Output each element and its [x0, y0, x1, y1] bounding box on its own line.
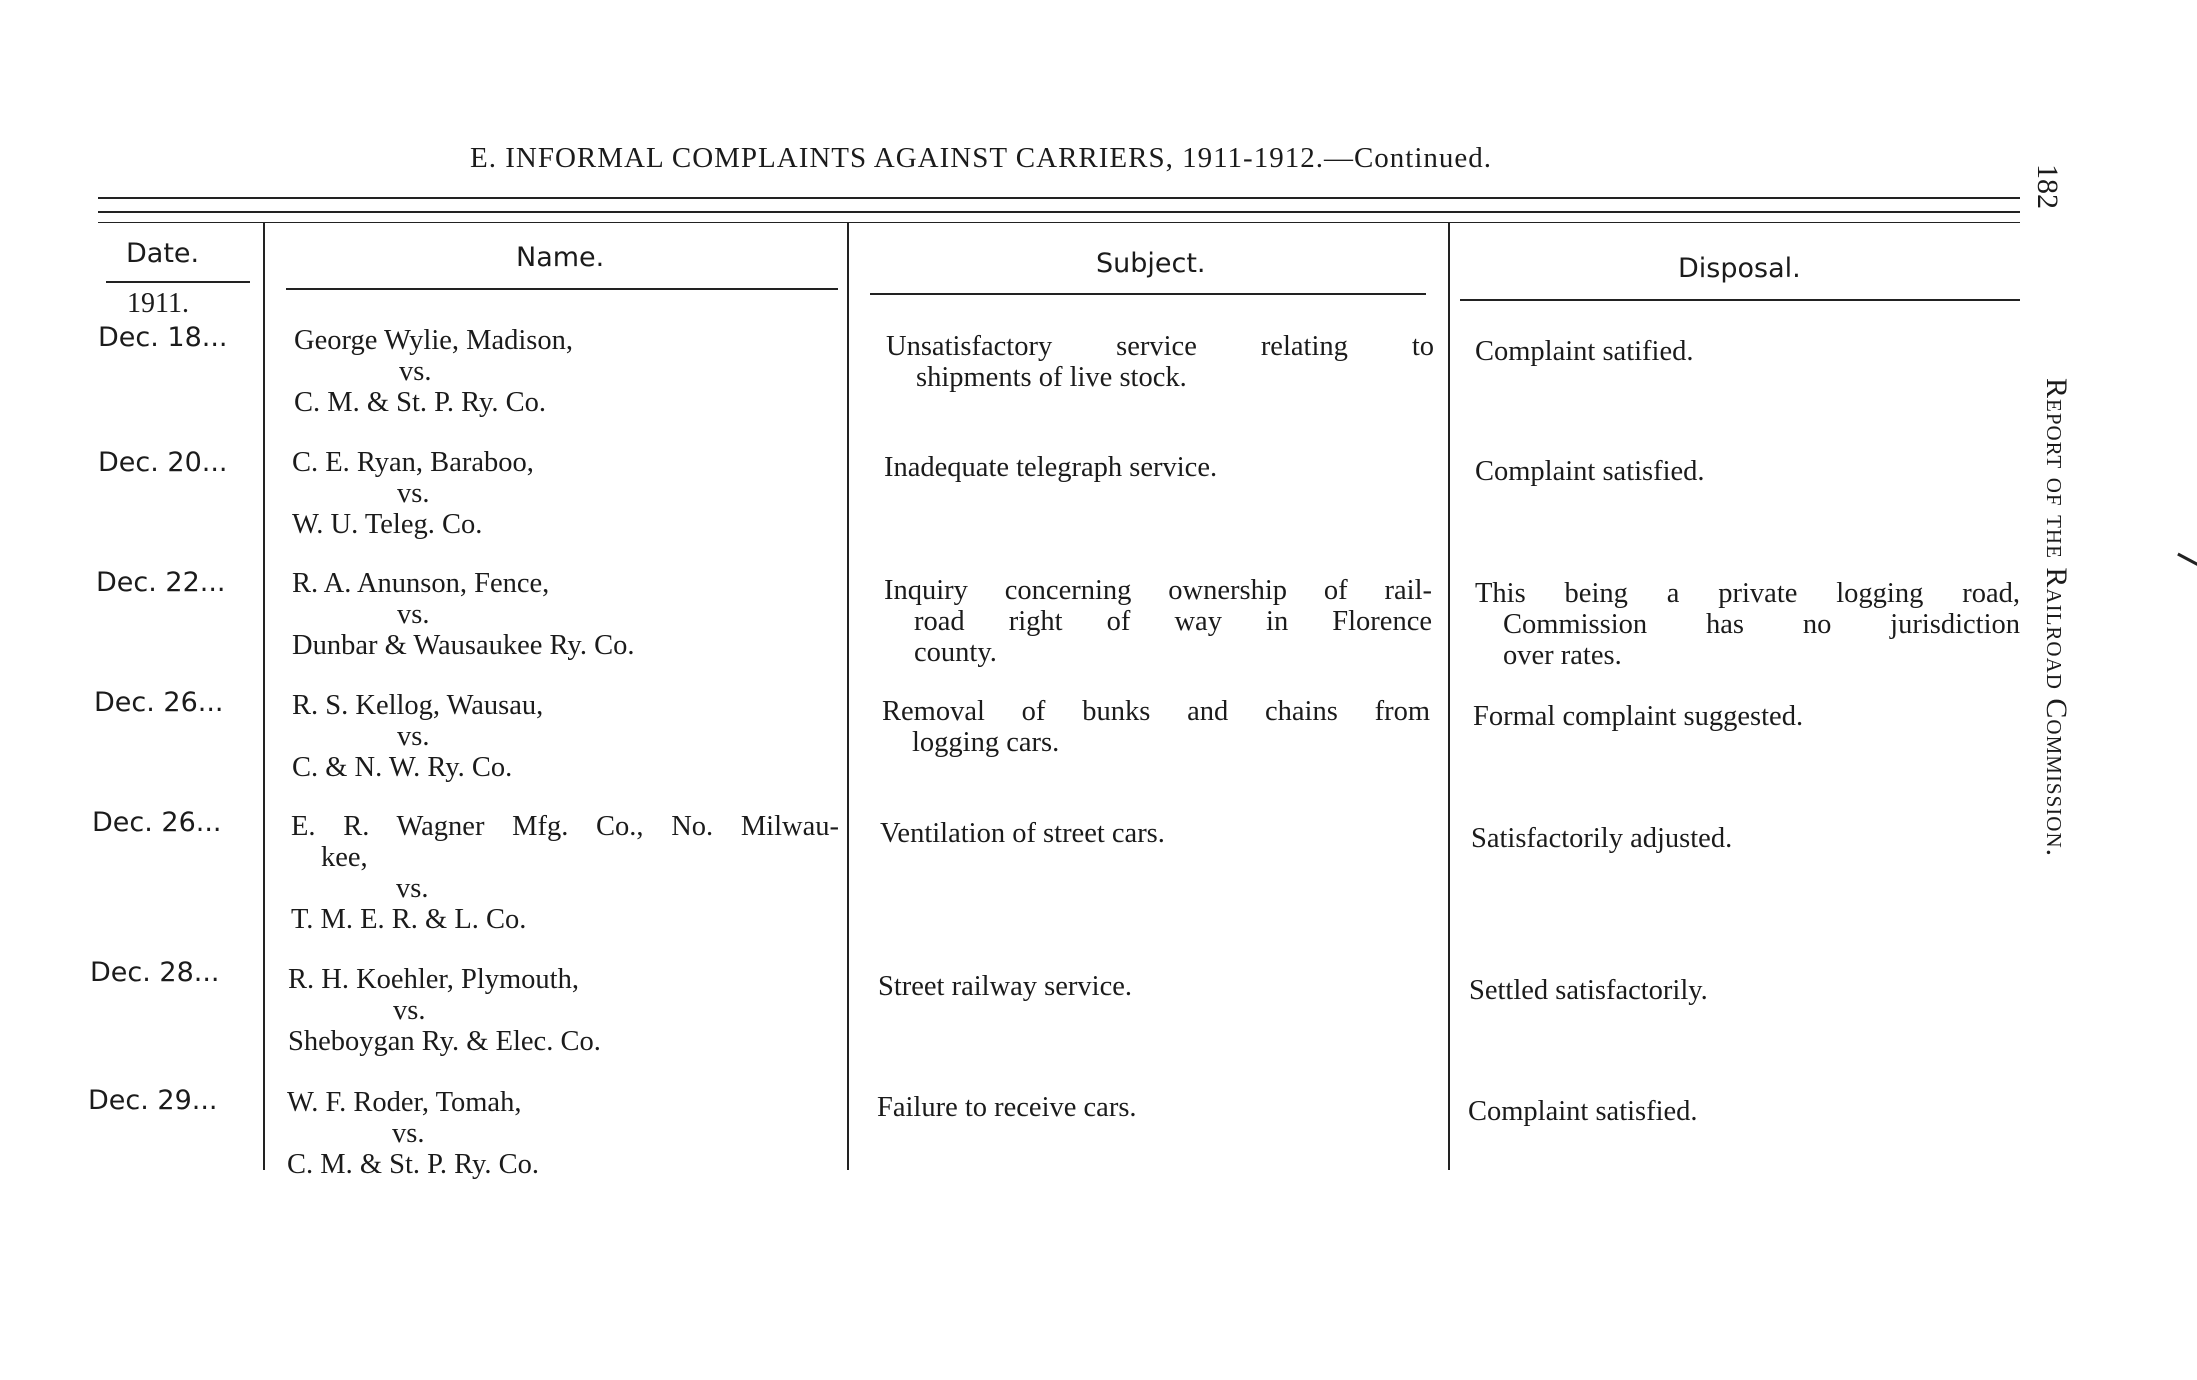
row-date: Dec. 20... — [98, 447, 228, 478]
name-vs: vs. — [397, 599, 430, 630]
subject-line: Ventilation of street cars. — [880, 818, 1165, 849]
row-name — [291, 811, 839, 935]
title-rule-bottom — [98, 211, 2020, 213]
name-respondent: C. M. & St. P. Ry. Co. — [294, 387, 547, 418]
row-subject — [886, 331, 1434, 393]
year-label: 1911. — [127, 288, 189, 319]
name-complainant: R. H. Koehler, Plymouth, — [288, 964, 579, 995]
row-subject — [882, 696, 1430, 758]
name-complainant: C. E. Ryan, Baraboo, — [292, 447, 534, 478]
row-disposal — [1473, 701, 1803, 732]
row-date: Dec. 18... — [98, 322, 228, 353]
subject-line: county. — [914, 637, 997, 668]
divider-date-name — [263, 222, 265, 1170]
name-vs: vs. — [397, 721, 430, 752]
header-name: Name. — [516, 242, 605, 273]
row-disposal — [1471, 823, 1732, 854]
subject-line: road right of way in Florence — [914, 606, 1432, 637]
row-subject — [884, 452, 1434, 483]
subject-line: Street railway service. — [878, 971, 1133, 1002]
disposal-line: Complaint satified. — [1475, 336, 1694, 367]
disposal-line: Complaint satisfied. — [1475, 456, 1705, 487]
name-respondent: T. M. E. R. & L. Co. — [291, 904, 527, 935]
name-complainant: W. F. Roder, Tomah, — [287, 1087, 522, 1118]
name-respondent: Sheboygan Ry. & Elec. Co. — [288, 1026, 601, 1057]
name-vs: vs. — [392, 1118, 425, 1149]
disposal-line: Settled satisfactorily. — [1469, 975, 1708, 1006]
name-respondent: C. & N. W. Ry. Co. — [292, 752, 513, 783]
header-date-rule — [106, 281, 250, 283]
page-title: E. INFORMAL COMPLAINTS AGAINST CARRIERS, 1911-1912.—Continued. — [470, 142, 1493, 174]
header-disposal: Disposal. — [1678, 253, 1801, 284]
name-complainant: E. R. Wagner Mfg. Co., No. Milwau- — [291, 811, 839, 842]
disposal-line: Satisfactorily adjusted. — [1471, 823, 1733, 854]
row-name — [292, 568, 634, 661]
name-respondent: C. M. & St. P. Ry. Co. — [287, 1149, 540, 1180]
disposal-line: over rates. — [1503, 640, 1622, 671]
name-complainant: R. A. Anunson, Fence, — [292, 568, 550, 599]
row-subject — [884, 575, 1432, 668]
margin-mark — [2177, 553, 2197, 571]
subject-line: Removal of bunks and chains from — [882, 696, 1430, 727]
running-head: Report of the Railroad Commission. — [2040, 378, 2073, 858]
name-vs: vs. — [397, 478, 430, 509]
name-vs: vs. — [399, 356, 432, 387]
subject-line: logging cars. — [912, 727, 1060, 758]
row-date: Dec. 26... — [94, 687, 224, 718]
title-rule-third — [98, 222, 2020, 223]
name-complainant: R. S. Kellog, Wausau, — [292, 690, 544, 721]
row-subject — [878, 971, 1428, 1002]
row-name — [292, 690, 543, 783]
row-disposal — [1475, 578, 2020, 671]
divider-subject-disposal — [1448, 222, 1450, 1170]
name-vs: vs. — [396, 873, 429, 904]
row-disposal — [1475, 456, 1705, 487]
row-name — [287, 1087, 539, 1180]
row-disposal — [1469, 975, 1708, 1006]
subject-line: Inquiry concerning ownership of rail- — [884, 575, 1432, 606]
row-subject — [877, 1092, 1427, 1123]
row-name — [294, 325, 573, 418]
header-name-rule — [286, 288, 838, 290]
row-name — [288, 964, 601, 1057]
subject-line: shipments of live stock. — [916, 362, 1187, 393]
disposal-line: This being a private logging road, — [1475, 578, 2020, 609]
disposal-line: Formal complaint suggested. — [1473, 701, 1804, 732]
page-number: 182 — [2031, 164, 2064, 209]
name-complainant: George Wylie, Madison, — [294, 325, 574, 356]
row-disposal — [1475, 336, 1693, 367]
title-rule-top — [98, 197, 2020, 199]
name-vs: vs. — [393, 995, 426, 1026]
row-date: Dec. 29... — [88, 1085, 218, 1116]
row-subject — [880, 818, 1430, 849]
subject-line: Failure to receive cars. — [877, 1092, 1137, 1123]
header-disposal-rule — [1460, 299, 2020, 301]
header-subject-rule — [870, 293, 1426, 295]
name-respondent: W. U. Teleg. Co. — [292, 509, 483, 540]
disposal-line: Commission has no jurisdiction — [1503, 609, 2020, 640]
header-subject: Subject. — [1096, 248, 1206, 279]
name-complainant-cont: kee, — [321, 842, 368, 873]
row-date: Dec. 26... — [92, 807, 222, 838]
divider-name-subject — [847, 222, 849, 1170]
row-date: Dec. 28... — [90, 957, 220, 988]
row-date: Dec. 22... — [96, 567, 226, 598]
subject-line: Inadequate telegraph service. — [884, 452, 1218, 483]
subject-line: Unsatisfactory service relating to — [886, 331, 1434, 362]
row-disposal — [1468, 1096, 1698, 1127]
row-name — [292, 447, 534, 540]
header-date: Date. — [126, 238, 200, 269]
name-respondent: Dunbar & Wausaukee Ry. Co. — [292, 630, 635, 661]
disposal-line: Complaint satisfied. — [1468, 1096, 1698, 1127]
